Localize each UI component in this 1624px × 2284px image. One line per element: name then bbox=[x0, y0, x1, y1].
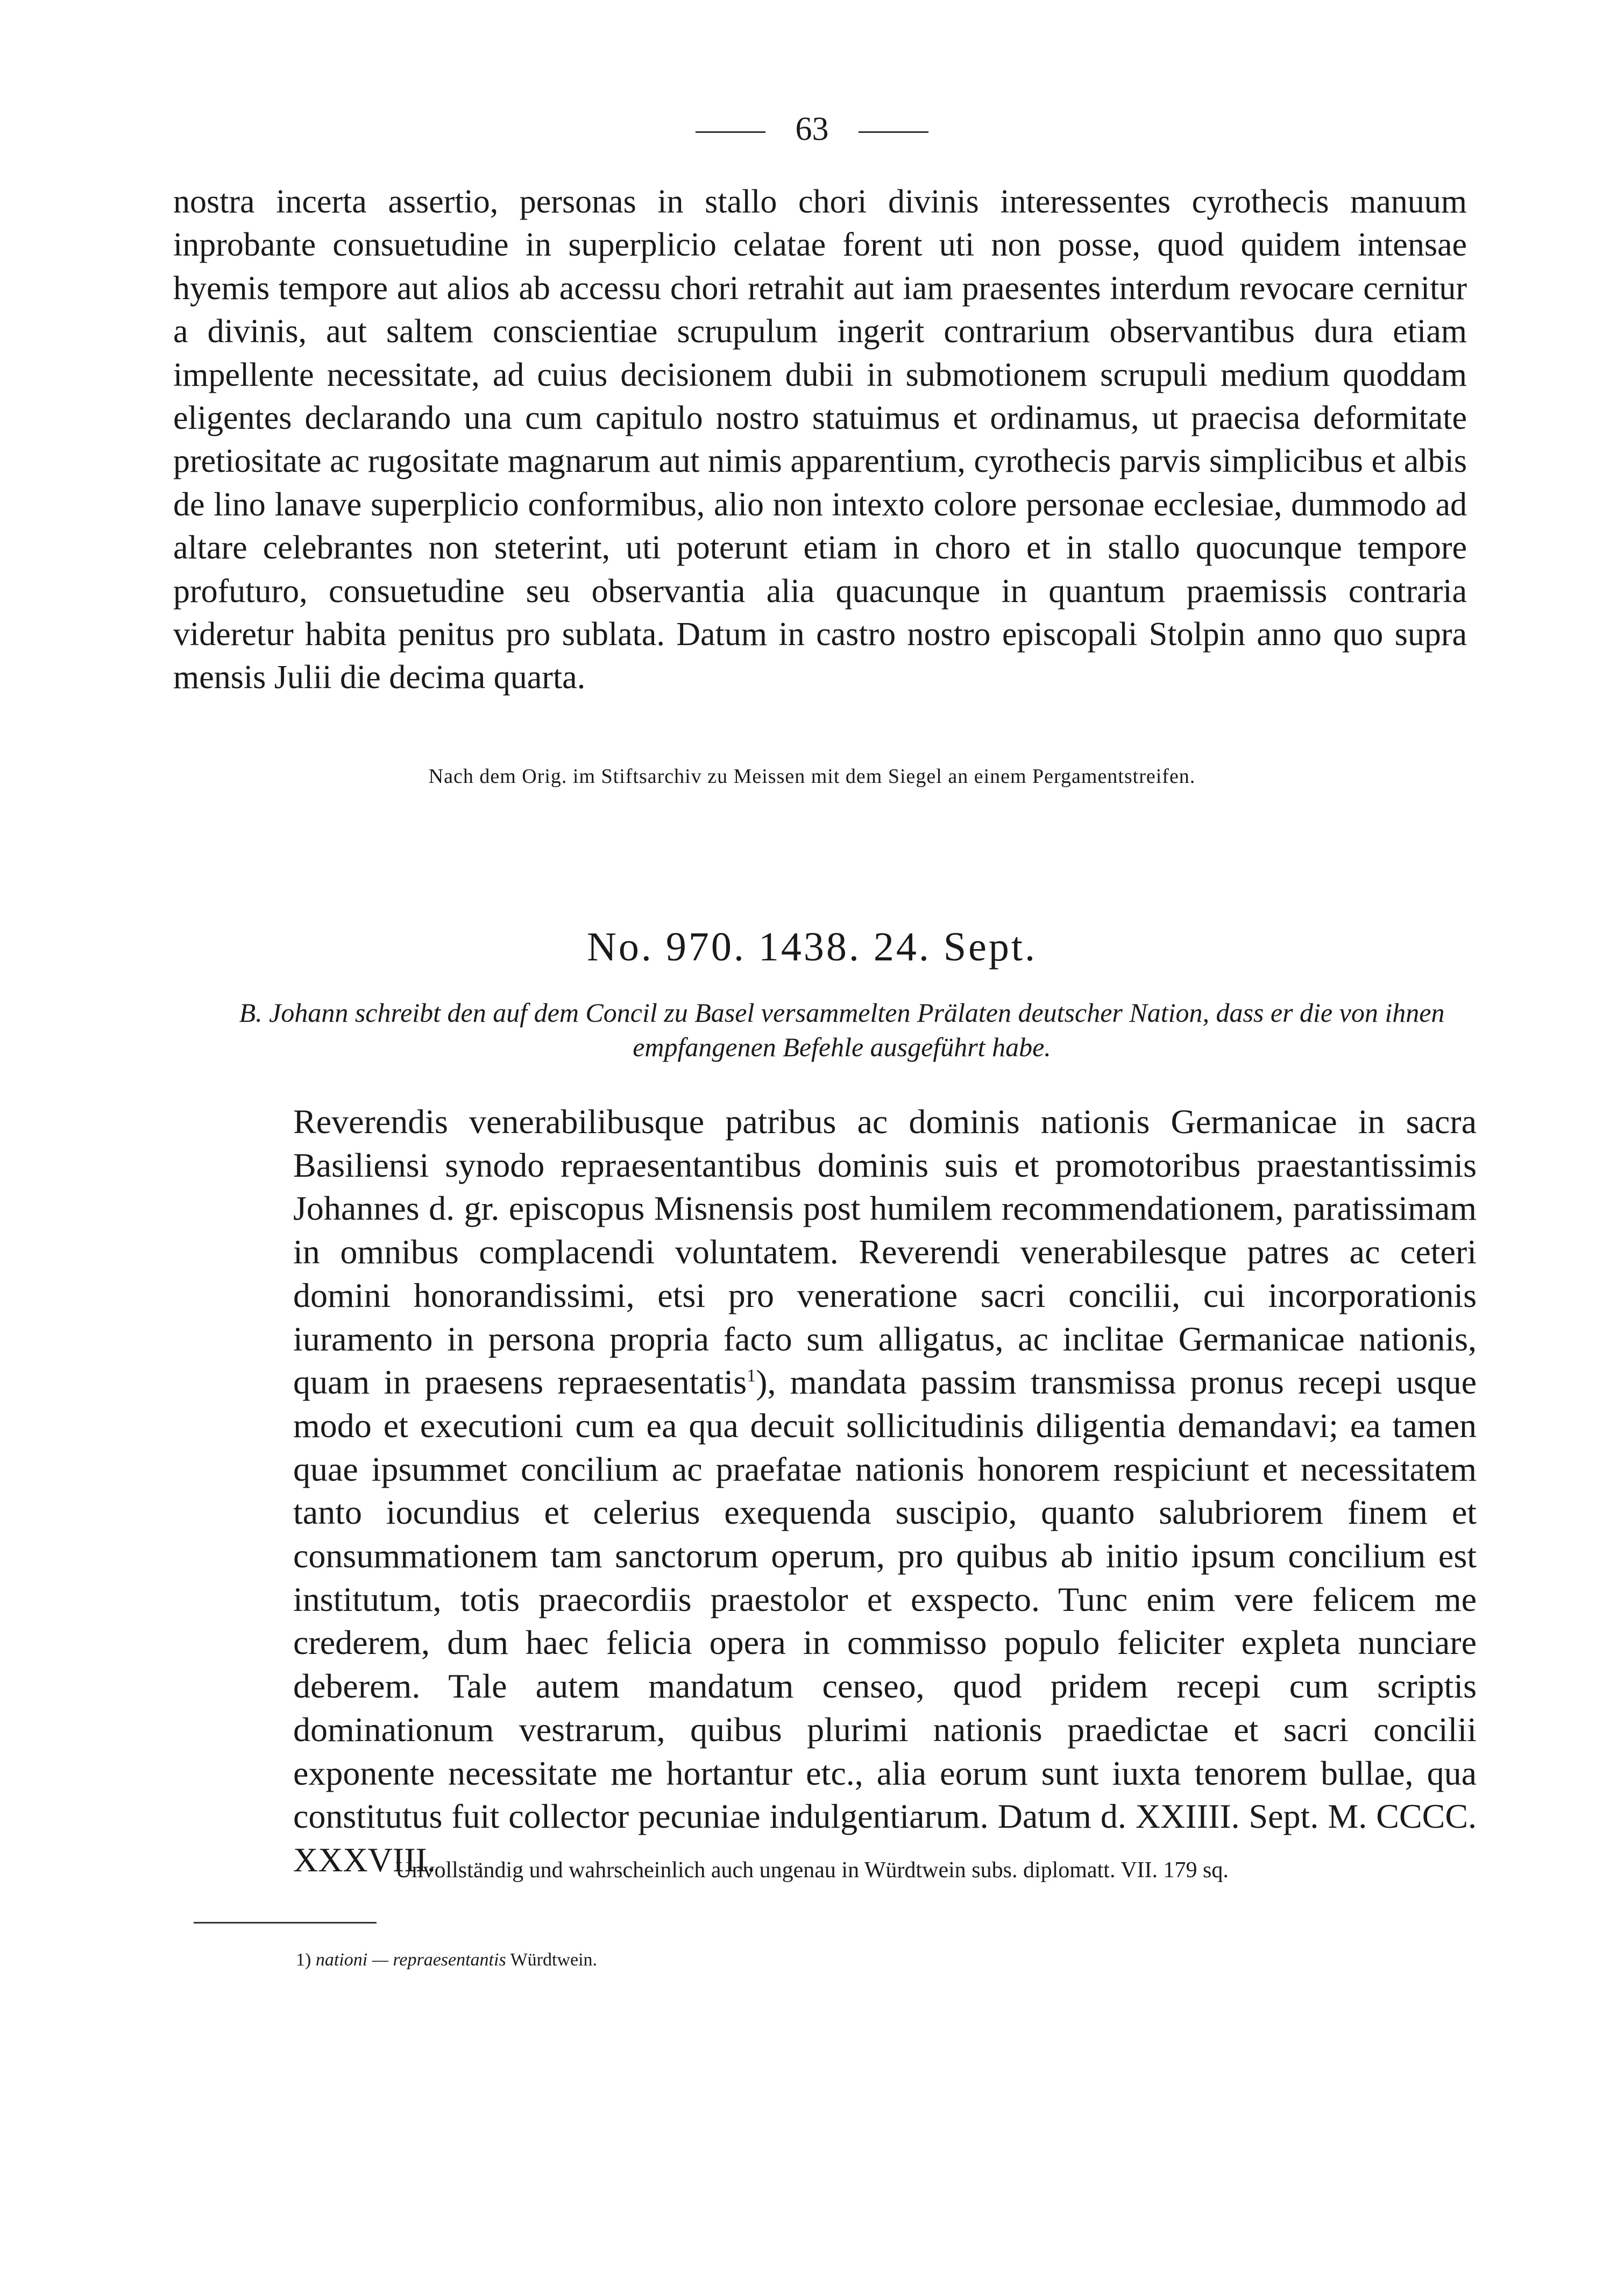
footnote bbox=[296, 1948, 597, 1972]
header-rule-left bbox=[696, 131, 765, 133]
footnote-marker: 1 bbox=[747, 1366, 756, 1386]
document-body-text bbox=[186, 1100, 1477, 1882]
page-header bbox=[0, 108, 1624, 151]
document-body bbox=[186, 1100, 1477, 1882]
footnote-separator bbox=[194, 1922, 377, 1924]
continued-paragraph-text: nostra incerta assertio, personas in stallo chori divinis interessentes cyrothecis manuum inprobante consuetudine in superplicio celatae forent uti non posse, quod quidem intensae hyemis tempore aut alios ab accessu chori retrahit aut iam praesentes interdum revocare cernitur a divinis, aut saltem conscientiae scrupulum ingerit contrarium observantibus dura etiam impellente necessitate, ad cuius decisionem dubii in submotionem scrupuli medium quoddam eligentes declarando una cum capitulo nostro statuimus et ordinamus, ut praecisa deformitate pretiositate ac rugositate magnarum aut nimis apparentium, cyrothecis parvis simplicibus et albis de lino lanave superplicio conformibus, alio non intexto colore personae ecclesiae, dummodo ad altare celebrantes non steterint, uti poterunt etiam in choro et in stallo quocunque tempore profuturo, consuetudine seu observantia alia quacunque in quantum praemissis contraria videretur habita penitus pro sublata. Datum in castro nostro episcopali Stolpin anno quo supra mensis Julii die decima quarta. bbox=[173, 183, 1467, 696]
document-heading: No. 970. 1438. 24. Sept. bbox=[587, 924, 1037, 970]
edition-note: Unvollständig und wahrscheinlich auch ungenau in Würdtwein subs. diplomatt. VII. 179 sq. bbox=[395, 1858, 1229, 1883]
footnote-plain-text: Würdtwein. bbox=[510, 1950, 598, 1970]
page-number: 63 bbox=[795, 111, 829, 147]
body-text-before-note: Reverendis venerabilibusque patribus ac dominis nationis Germanicae in sacra Basiliensi synodo repraesentantibus dominis suis et promotoribus praestantissimis Johannes d. gr. episcopus Misnensis post humilem recommendationem, paratissimam in omnibus complacendi voluntatem. Reverendi venerabilesque patres ac ceteri domini honorandissimi, etsi pro veneratione sacri concilii, cui incorporationis iuramento in persona propria facto sum alligatus, ac inclitae Germanicae nationis, quam in praesens repraesentatis bbox=[293, 1102, 1477, 1402]
header-rule-right bbox=[859, 131, 928, 133]
footnote-italic-text: nationi — repraesentantis bbox=[315, 1950, 506, 1970]
footnote-number: 1) bbox=[296, 1950, 311, 1970]
continued-paragraph bbox=[173, 180, 1467, 699]
body-text-after-note: ), mandata passim transmissa pronus recepi usque modo et executioni cum ea qua decuit sollicitudinis diligentia demandavi; ea tamen quae ipsummet concilium ac praefatae nationis honorem respiciunt et necessitatem tanto iocundius et celerius exequenda suscipio, quanto salubriorem finem et consummationem tam sanctorum operum, pro quibus ab initio ipsum concilium est institutum, totis praecordiis praestolor et exspecto. Tunc enim vere felicem me crederem, dum haec felicia opera in commisso populo feliciter expleta nunciare deberem. Tale autem mandatum censeo, quod pridem recepi cum scriptis dominationum vestrarum, quibus plurimi nationis praedictae et sacri concilii exponente necessitate me hortantur etc., alia eorum sunt iuxta tenorem bullae, qua constitutus fuit collector pecuniae indulgentiarum. Datum d. XXIIII. Sept. M. CCCC. XXXVIII. bbox=[293, 1363, 1477, 1879]
source-note: Nach dem Orig. im Stiftsarchiv zu Meissen mit dem Siegel an einem Pergamentstreifen. bbox=[428, 765, 1196, 788]
regest-summary: B. Johann schreibt den auf dem Concil zu Basel versammelten Prälaten deutscher Nation, dass er die von ihnen empfangenen Befehle ausgeführt habe. bbox=[239, 998, 1445, 1062]
